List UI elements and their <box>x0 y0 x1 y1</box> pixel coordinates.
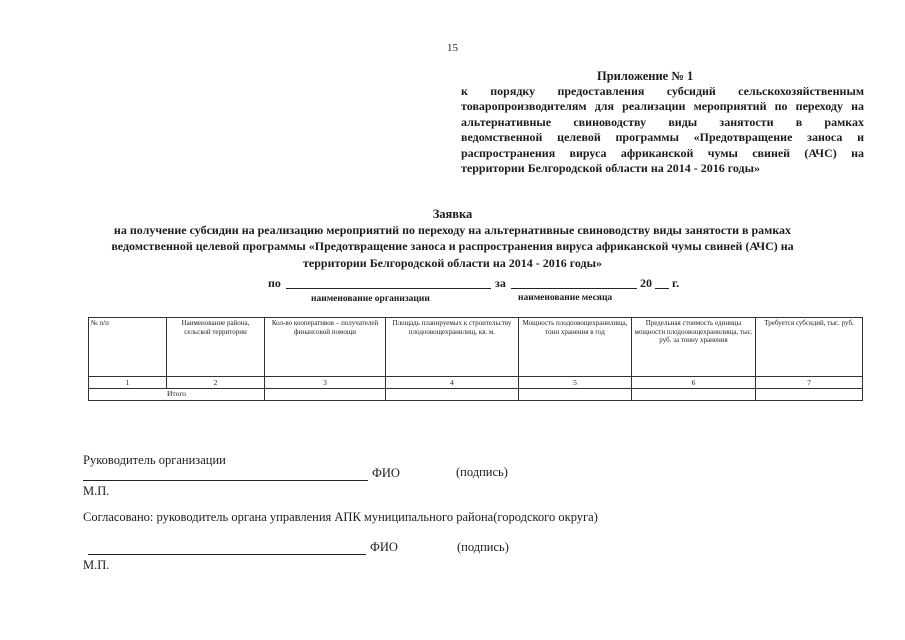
head-signature-line[interactable] <box>83 480 368 481</box>
head-fio: ФИО <box>372 466 400 480</box>
application-line: территории Белгородской области на 2014 - 2016 годы» <box>303 256 602 270</box>
number-cell: 3 <box>265 377 386 389</box>
appendix-line: альтернативные свиноводству виды занятости в рамках <box>461 114 864 129</box>
number-cell: 1 <box>89 377 167 389</box>
total-cell[interactable] <box>519 389 632 401</box>
table-total-row <box>89 389 863 401</box>
head-label: Руководитель организации <box>83 453 226 467</box>
year-field[interactable] <box>655 276 669 289</box>
header-cell: Мощность плодоовощехранилища, тонн хранения в год <box>519 318 632 377</box>
agreed-signature-caption: (подпись) <box>457 540 509 554</box>
organization-caption: наименование организации <box>311 294 430 304</box>
agreed-stamp: М.П. <box>83 558 110 572</box>
po-label: по <box>268 276 281 290</box>
appendix-line: распространения вируса африканской чумы свиней (АЧС) на <box>461 145 864 160</box>
agreed-text: Согласовано: руководитель органа управления АПК муниципального района(городского округа) <box>83 510 598 524</box>
application-title: Заявка <box>432 207 473 221</box>
organization-field[interactable] <box>286 276 491 289</box>
head-stamp: М.П. <box>83 484 110 498</box>
header-cell: Предельная стоимость единицы мощности плодоовощехранилища, тыс. руб. за тонну хранения <box>632 318 756 377</box>
total-cell[interactable] <box>265 389 386 401</box>
za-label: за <box>495 276 506 290</box>
application-line: ведомственной целевой программы «Предотвращение заноса и распространения вируса африканской чумы свиней (АЧС) на <box>111 239 794 253</box>
head-signature-caption: (подпись) <box>456 465 508 479</box>
header-cell: Площадь планируемых к строительству плодоовощехранилищ, кв. м. <box>386 318 519 377</box>
appendix-text <box>461 84 864 176</box>
total-cell[interactable] <box>386 389 519 401</box>
appendix-title: Приложение № 1 <box>597 69 694 83</box>
year-prefix: 20 <box>640 276 652 290</box>
month-caption: наименование месяца <box>518 293 613 303</box>
header-cell: Кол-во кооперативов – получателей финансовой помощи <box>265 318 386 377</box>
appendix-line: товаропроизводителям для реализации мероприятий по переходу на <box>461 99 864 114</box>
table-number-row <box>89 377 863 389</box>
header-cell: Требуется субсидий, тыс. руб. <box>756 318 863 377</box>
agreed-signature-line[interactable] <box>88 554 366 555</box>
number-cell: 5 <box>519 377 632 389</box>
page-number: 15 <box>447 42 458 54</box>
number-cell: 7 <box>756 377 863 389</box>
total-label: Итого <box>89 389 265 401</box>
total-cell[interactable] <box>632 389 756 401</box>
month-field[interactable] <box>511 276 637 289</box>
number-cell: 4 <box>386 377 519 389</box>
agreed-fio: ФИО <box>370 540 398 554</box>
total-cell[interactable] <box>756 389 863 401</box>
year-suffix: г. <box>672 276 680 290</box>
appendix-line: территории Белгородской области на 2014 - 2016 годы» <box>461 161 760 176</box>
header-cell: Наименование района, сельской территории <box>167 318 265 377</box>
appendix-line: к порядку предоставления субсидий сельскохозяйственным <box>461 84 864 98</box>
application-line: на получение субсидии на реализацию мероприятий по переходу на альтернативные свиноводству виды занятости в рамках <box>113 223 792 237</box>
number-cell: 2 <box>167 377 265 389</box>
subsidy-table <box>88 317 863 401</box>
table-header-row <box>89 318 863 377</box>
header-cell: № п/п <box>89 318 167 377</box>
number-cell: 6 <box>632 377 756 389</box>
appendix-line: ведомственной целевой программы «Предотвращение заноса и <box>461 130 864 145</box>
